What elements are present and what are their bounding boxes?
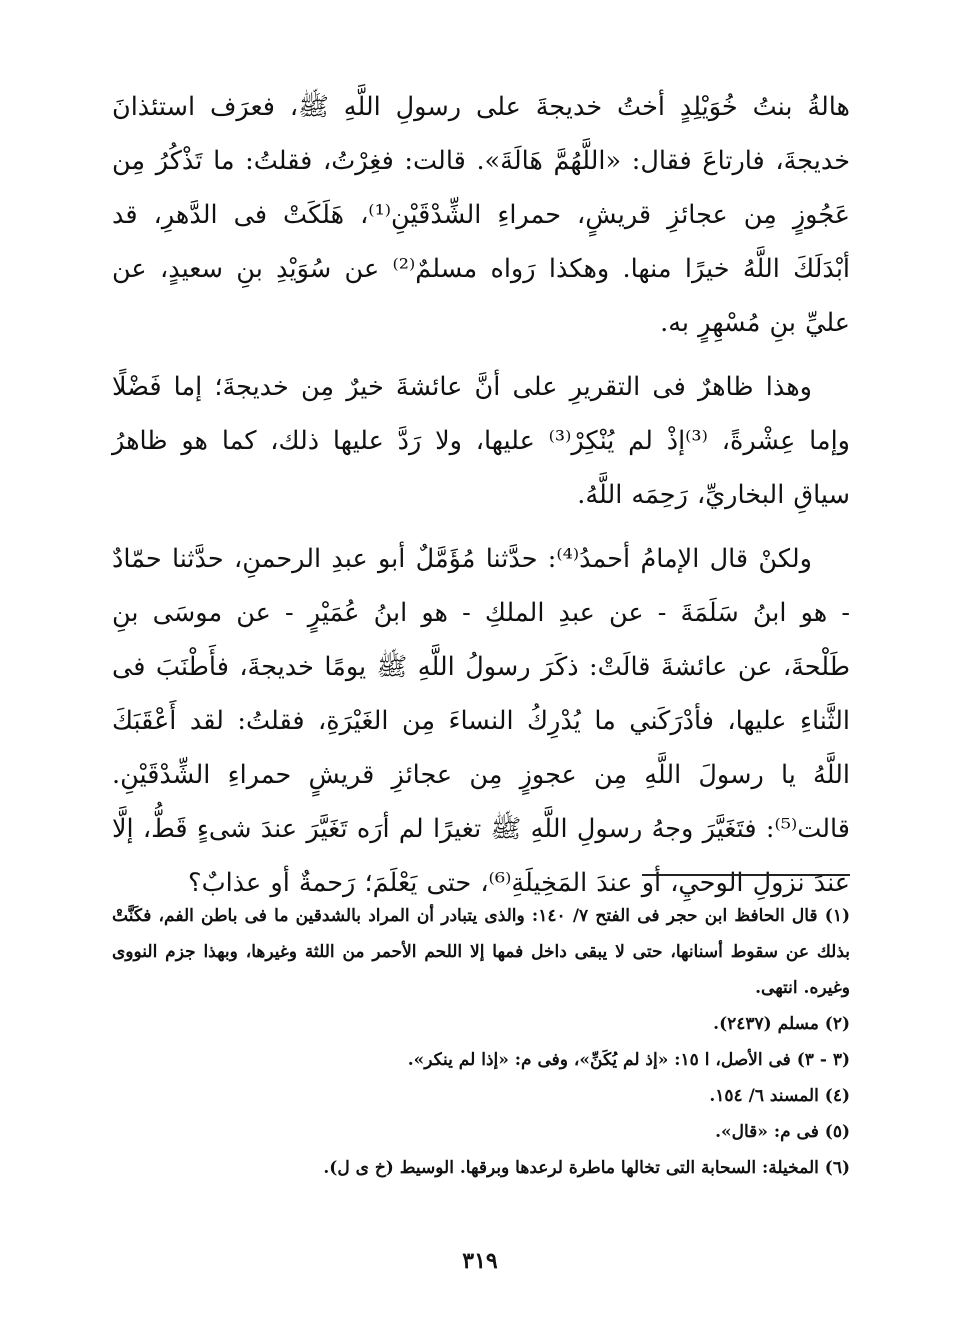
footnote-6: (٦) المخيلة: السحابة التى تخالها ماطرة لرعدها وبرقها. الوسيط (خ ى ل). [323,1158,850,1178]
paragraph-1: هالةُ بنتُ خُوَيْلِدٍ أختُ خديجةَ على رسولِ اللَّهِ ﷺ، فعرَف استئذانَ خديجةَ، فارتاعَ فقال: «اللَّهُمَّ هَالَةَ». قالت: فغِرْتُ، فقلتُ: ما تَذْكُرُ مِن عَجُوزٍ مِن عجائزِ قريشٍ، حمراءِ الشِّدْقَيْنِ⁽¹⁾، هَلَكَتْ فى الدَّهرِ، قد أبْدَلَكَ اللَّهُ خيرًا منها. وهكذا رَواه مسلمٌ⁽²⁾ عن سُوَيْدِ بنِ سعيدٍ، عن عليِّ بنِ مُسْهِرٍ به. [112,92,850,338]
footnote-4: (٤) المسند ٦/ ١٥٤. [709,1086,850,1106]
footnotes [112,898,850,1186]
footnote-5: (٥) فى م: «قال». [715,1122,850,1142]
page-number: ٣١٩ [462,1248,498,1274]
footnote-3: (٣ - ٣) فى الأصل، ا ١٥: «إذ لم يُكَنِّ»، وفى م: «إذا لم ينكر». [407,1050,850,1070]
footnote-1: (١) قال الحافظ ابن حجر فى الفتح ٧/ ١٤٠: والذى يتبادر أن المراد بالشدقين ما فى باطن الفم، فكَنَّتْ بذلك عن سقوط أسنانها، حتى لا يبقى داخل فمها إلا اللحم الأحمر من اللثة وغيرها، وبهذا جزم النووى وغيره. انتهى. [112,906,850,998]
footnote-separator [642,874,850,876]
paragraph-2: وهذا ظاهرٌ فى التقريرِ على أنَّ عائشةَ خيرٌ مِن خديجةَ؛ إما فَضْلًا وإما عِشْرةً، ⁽³⁾إذْ لم يُنْكِرْ⁽³⁾ عليها، ولا رَدَّ عليها ذلك، كما هو ظاهرُ سياقِ البخاريِّ، رَحِمَه اللَّهُ. [112,372,850,510]
main-text [112,80,850,920]
paragraph-3: ولكنْ قال الإمامُ أحمدُ⁽⁴⁾: حدَّثنا مُؤَمَّلٌ أبو عبدِ الرحمنِ، حدَّثنا حمّادٌ - هو ابنُ سَلَمَةَ - عن عبدِ الملكِ - هو ابنُ عُمَيْرٍ - عن موسَى بنِ طَلْحةَ، عن عائشةَ قالَتْ: ذكَرَ رسولُ اللَّهِ ﷺ يومًا خديجةَ، فأَطْنَبَ فى الثَّناءِ عليها، فأدْرَكَني ما يُدْرِكُ النساءَ مِن الغَيْرَةِ، فقلتُ: لقد أَعْقَبَكَ اللَّهُ يا رسولَ اللَّهِ مِن عجوزٍ مِن عجائزِ قريشٍ حمراءِ الشِّدْقَيْنِ. قالت⁽⁵⁾: فتَغَيَّرَ وجهُ رسولِ اللَّهِ ﷺ تغيرًا لم أرَه تَغَيَّرَ عندَ شىءٍ قَطُّ، إلَّا عندَ نزولِ الوحيِ، أو عندَ المَخِيلَةِ⁽⁶⁾، حتى يَعْلَمَ؛ رَحمةٌ أو عذابٌ؟ [112,544,850,898]
footnote-2: (٢) مسلم (٢٤٣٧). [713,1014,850,1034]
